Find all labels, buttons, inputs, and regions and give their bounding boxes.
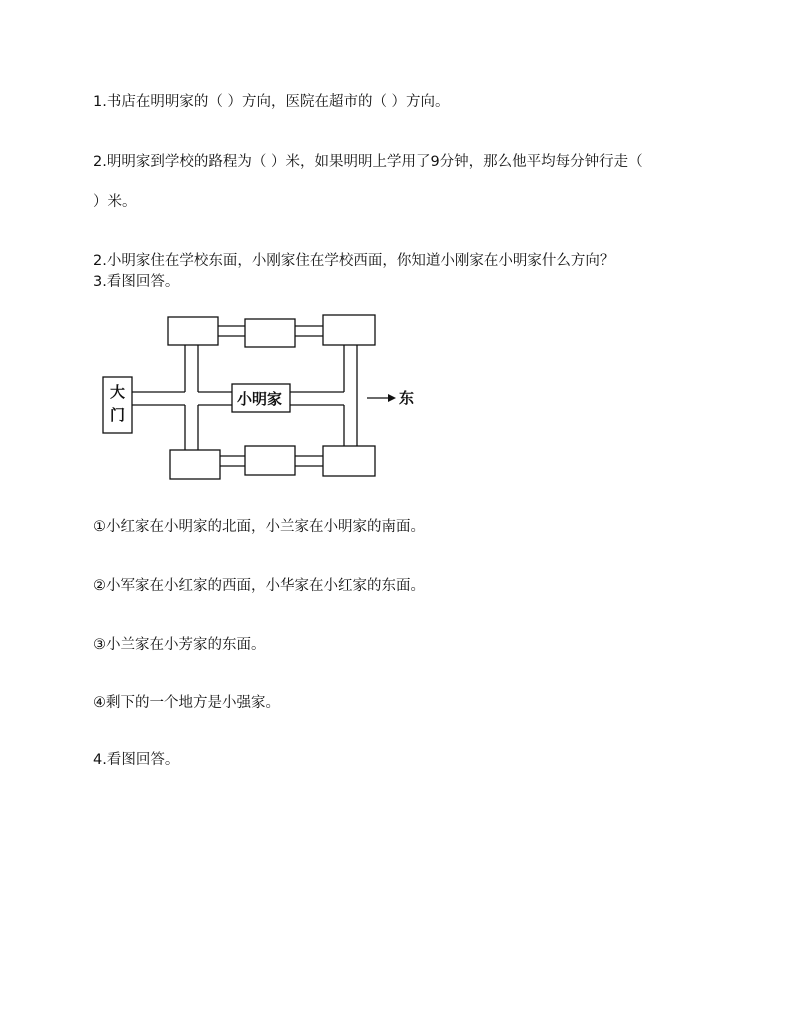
center-house-label: 小明家 [237,390,283,408]
question-3-item-2: ②小军家在小红家的西面，小华家在小红家的东面。 [93,578,425,594]
house-top-right [323,315,375,345]
question-2b: 2.小明家住在学校东面，小刚家住在学校西面，你知道小刚家在小明家什么方向？ [93,253,615,269]
east-direction-label: 东 [399,389,415,407]
question-1: 1.书店在明明家的（ ）方向，医院在超市的（ ）方向。 [93,94,450,110]
gate-label-top: 大 [110,383,126,401]
house-top-left [168,317,218,345]
question-3-item-4: ④剩下的一个地方是小强家。 [93,695,280,711]
question-3-item-1: ①小红家在小明家的北面，小兰家在小明家的南面。 [93,519,425,535]
house-bottom-right [323,446,375,476]
house-bottom-left [170,450,220,479]
house-bottom-middle [245,446,295,475]
house-top-middle [245,319,295,347]
question-3-item-3: ③小兰家在小芳家的东面。 [93,637,266,653]
question-4-title: 4.看图回答。 [93,752,180,768]
gate-label-bottom: 门 [110,406,126,424]
question-2-line-2: ）米。 [93,194,137,210]
direction-map-diagram [100,312,430,484]
question-3-title: 3.看图回答。 [93,274,180,290]
east-arrow-head [388,394,396,402]
question-2-line-1: 2.明明家到学校的路程为（ ）米，如果明明上学用了9分钟，那么他平均每分钟行走（ [93,154,643,170]
